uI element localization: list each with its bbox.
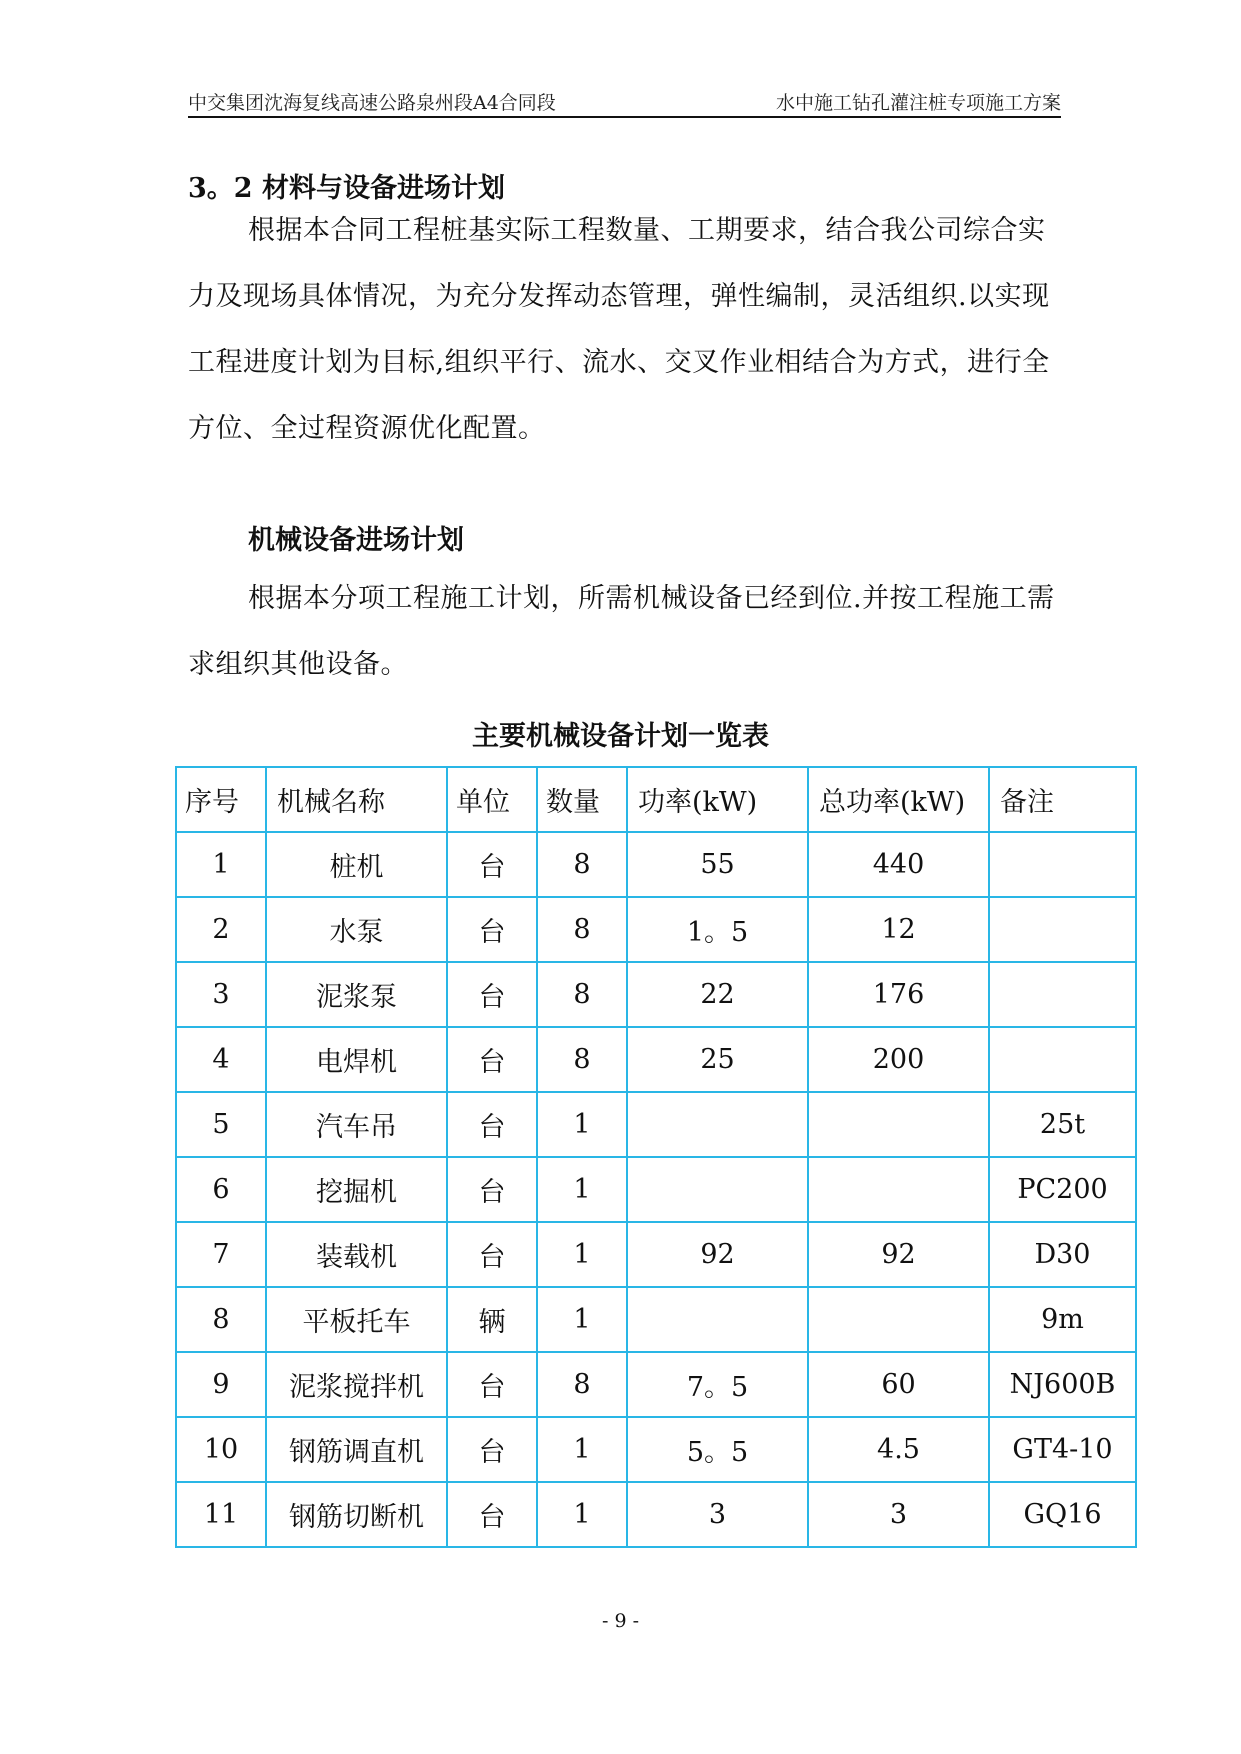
equipment-paragraph: 根据本分项工程施工计划，所需机械设备已经到位.并按工程施工需求组织其他设备。	[188, 583, 1055, 680]
table-row	[176, 1287, 1136, 1352]
header-cell-remark: 备注	[989, 767, 1136, 832]
cell-index: 7	[176, 1222, 266, 1287]
cell-index: 4	[176, 1027, 266, 1092]
cell-quantity: 8	[537, 1352, 627, 1417]
cell-total-power: 60	[808, 1352, 989, 1417]
cell-remark: NJ600B	[989, 1352, 1136, 1417]
cell-remark: PC200	[989, 1157, 1136, 1222]
intro-paragraph: 根据本合同工程桩基实际工程数量、工期要求，结合我公司综合实力及现场具体情况，为充分发挥动态管理，弹性编制，灵活组织.以实现工程进度计划为目标,组织平行、流水、交叉作业相结合为方式，进行全方位、全过程资源优化配置。	[188, 215, 1050, 444]
section-title: 3。2 材料与设备进场计划	[188, 173, 505, 204]
page-header	[188, 86, 1061, 118]
table-title: 主要机械设备计划一览表	[472, 721, 769, 752]
cell-power: 3	[627, 1482, 808, 1547]
cell-quantity: 8	[537, 897, 627, 962]
cell-quantity: 8	[537, 832, 627, 897]
table-row	[176, 1482, 1136, 1547]
table-row	[176, 1092, 1136, 1157]
cell-unit: 台	[447, 1482, 537, 1547]
cell-quantity: 1	[537, 1287, 627, 1352]
cell-total-power	[808, 1287, 989, 1352]
cell-name: 水泵	[266, 897, 447, 962]
cell-total-power: 176	[808, 962, 989, 1027]
cell-unit: 台	[447, 1092, 537, 1157]
cell-remark	[989, 832, 1136, 897]
cell-remark	[989, 897, 1136, 962]
cell-power: 5。5	[627, 1417, 808, 1482]
cell-remark	[989, 1027, 1136, 1092]
sub-heading: 机械设备进场计划	[248, 525, 464, 556]
cell-total-power	[808, 1092, 989, 1157]
cell-remark: GT4-10	[989, 1417, 1136, 1482]
cell-index: 2	[176, 897, 266, 962]
cell-index: 3	[176, 962, 266, 1027]
cell-remark: GQ16	[989, 1482, 1136, 1547]
cell-power: 92	[627, 1222, 808, 1287]
cell-unit: 台	[447, 1417, 537, 1482]
cell-total-power: 440	[808, 832, 989, 897]
header-cell-unit: 单位	[447, 767, 537, 832]
cell-unit: 台	[447, 1352, 537, 1417]
table-row	[176, 897, 1136, 962]
cell-name: 钢筋调直机	[266, 1417, 447, 1482]
cell-total-power	[808, 1157, 989, 1222]
header-left-text: 中交集团沈海复线高速公路泉州段A4合同段	[188, 92, 556, 114]
header-cell-index: 序号	[176, 767, 266, 832]
cell-remark: 9m	[989, 1287, 1136, 1352]
cell-name: 挖掘机	[266, 1157, 447, 1222]
cell-quantity: 1	[537, 1222, 627, 1287]
cell-power: 55	[627, 832, 808, 897]
cell-unit: 台	[447, 962, 537, 1027]
cell-quantity: 8	[537, 962, 627, 1027]
cell-power: 25	[627, 1027, 808, 1092]
table-row	[176, 1157, 1136, 1222]
cell-power	[627, 1092, 808, 1157]
cell-quantity: 1	[537, 1482, 627, 1547]
cell-index: 5	[176, 1092, 266, 1157]
cell-remark	[989, 962, 1136, 1027]
cell-index: 6	[176, 1157, 266, 1222]
cell-name: 装载机	[266, 1222, 447, 1287]
cell-index: 8	[176, 1287, 266, 1352]
table-row	[176, 1417, 1136, 1482]
page-number: - 9 -	[601, 1610, 639, 1632]
cell-total-power: 200	[808, 1027, 989, 1092]
header-cell-name: 机械名称	[266, 767, 447, 832]
cell-index: 1	[176, 832, 266, 897]
cell-name: 钢筋切断机	[266, 1482, 447, 1547]
header-cell-quantity: 数量	[537, 767, 627, 832]
header-right-text: 水中施工钻孔灌注桩专项施工方案	[775, 92, 1061, 114]
table-row	[176, 1222, 1136, 1287]
cell-power: 7。5	[627, 1352, 808, 1417]
cell-quantity: 1	[537, 1417, 627, 1482]
cell-remark: 25t	[989, 1092, 1136, 1157]
table-header-row	[176, 767, 1136, 832]
cell-quantity: 1	[537, 1092, 627, 1157]
cell-unit: 台	[447, 1157, 537, 1222]
cell-name: 电焊机	[266, 1027, 447, 1092]
cell-name: 泥浆泵	[266, 962, 447, 1027]
cell-quantity: 8	[537, 1027, 627, 1092]
cell-power	[627, 1287, 808, 1352]
cell-unit: 辆	[447, 1287, 537, 1352]
cell-unit: 台	[447, 1222, 537, 1287]
cell-power: 1。5	[627, 897, 808, 962]
cell-name: 汽车吊	[266, 1092, 447, 1157]
table-row	[176, 1027, 1136, 1092]
table-body	[176, 832, 1136, 1547]
cell-power	[627, 1157, 808, 1222]
cell-unit: 台	[447, 897, 537, 962]
cell-total-power: 3	[808, 1482, 989, 1547]
cell-name: 桩机	[266, 832, 447, 897]
cell-total-power: 12	[808, 897, 989, 962]
cell-name: 泥浆搅拌机	[266, 1352, 447, 1417]
cell-quantity: 1	[537, 1157, 627, 1222]
cell-total-power: 92	[808, 1222, 989, 1287]
cell-name: 平板托车	[266, 1287, 447, 1352]
header-cell-total-power: 总功率(kW)	[808, 767, 989, 832]
table-row	[176, 962, 1136, 1027]
cell-unit: 台	[447, 1027, 537, 1092]
table-row	[176, 832, 1136, 897]
header-cell-power: 功率(kW)	[627, 767, 808, 832]
cell-total-power: 4.5	[808, 1417, 989, 1482]
cell-power: 22	[627, 962, 808, 1027]
cell-index: 9	[176, 1352, 266, 1417]
table-row	[176, 1352, 1136, 1417]
cell-remark: D30	[989, 1222, 1136, 1287]
cell-index: 11	[176, 1482, 266, 1547]
cell-unit: 台	[447, 832, 537, 897]
equipment-table	[175, 766, 1137, 1548]
cell-index: 10	[176, 1417, 266, 1482]
